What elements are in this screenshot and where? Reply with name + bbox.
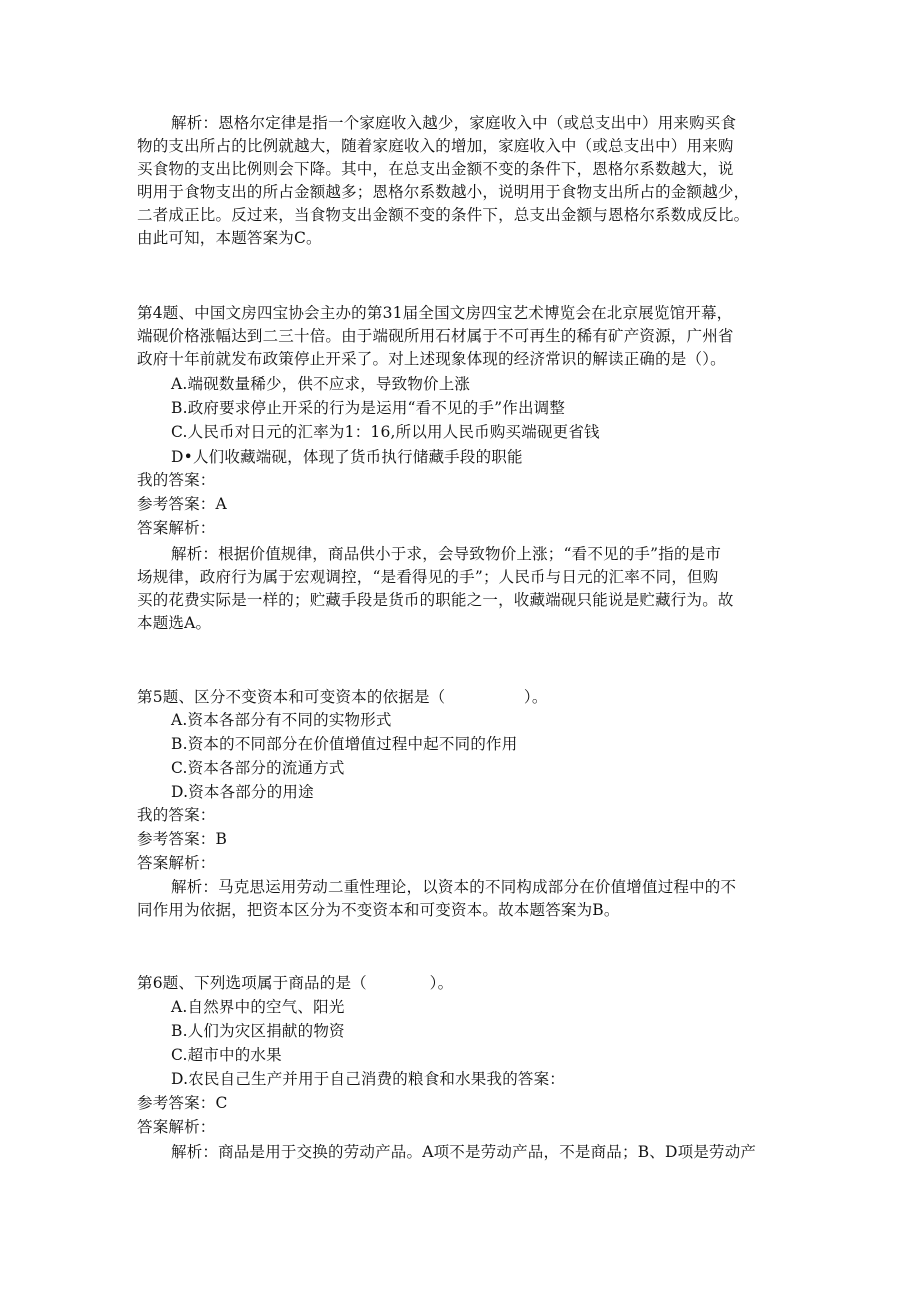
- q5-stem-line: 第5题、区分不变资本和可变资本的依据是（ ）。: [137, 688, 548, 706]
- q5-analysis-label: 答案解析：: [137, 854, 216, 872]
- q4-analysis-line: 解析：根据价值规律，商品供小于求，会导致物价上涨；“看不见的手”指的是市: [171, 545, 722, 563]
- q4-option-b: B.政府要求停止开采的行为是运用“看不见的手”作出调整: [171, 399, 566, 417]
- q4-stem-line: 端砚价格涨幅达到二三十倍。由于端砚所用石材属于不可再生的稀有矿产资源，广州省: [137, 327, 734, 345]
- q4-reference-answer: 参考答案：A: [137, 495, 227, 513]
- q5-my-answer: 我的答案：: [137, 806, 216, 824]
- q3-analysis-line: 二者成正比。反过来，当食物支出金额不变的条件下，总支出金额与恩格尔系数成反比。: [137, 206, 750, 224]
- q4-option-a: A.端砚数量稀少，供不应求，导致物价上涨: [171, 375, 471, 393]
- q5-option-b: B.资本的不同部分在价值增值过程中起不同的作用: [171, 735, 518, 753]
- q5-reference-answer: 参考答案：B: [137, 830, 228, 848]
- q4-analysis-line: 场规律，政府行为属于宏观调控，“是看得见的手”；人民币与日元的汇率不同，但购: [137, 568, 719, 586]
- q4-stem-line: 第4题、中国文房四宝协会主办的第31届全国文房四宝艺术博览会在北京展览馆开幕，: [137, 304, 733, 322]
- q4-my-answer: 我的答案：: [137, 471, 216, 489]
- q3-analysis-line: 物的支出所占的比例就越大，随着家庭收入的增加，家庭收入中（或总支出中）用来购: [137, 137, 734, 155]
- q5-option-a: A.资本各部分有不同的实物形式: [171, 711, 392, 729]
- q4-stem-line: 政府十年前就发布政策停止开采了。对上述现象体现的经济常识的解读正确的是（）。: [137, 350, 726, 368]
- q5-analysis-line: 解析：马克思运用劳动二重性理论，以资本的不同构成部分在价值增值过程中的不: [171, 878, 737, 896]
- q6-stem-line: 第6题、下列选项属于商品的是（ ）。: [137, 974, 454, 992]
- q6-analysis-line: 解析：商品是用于交换的劳动产品。A项不是劳动产品，不是商品；B、D项是劳动产: [171, 1143, 757, 1161]
- q4-analysis-label: 答案解析：: [137, 519, 216, 537]
- q4-option-d: D•人们收藏端砚，体现了货币执行储藏手段的职能: [171, 448, 523, 466]
- q3-analysis-line: 由此可知，本题答案为C。: [137, 229, 322, 247]
- q5-analysis-line: 同作用为依据，把资本区分为不变资本和可变资本。故本题答案为B。: [137, 901, 620, 919]
- q4-option-c: C.人民币对日元的汇率为1：16,所以用人民币购买端砚更省钱: [171, 423, 600, 441]
- q6-analysis-label: 答案解析：: [137, 1118, 216, 1136]
- q5-option-c: C.资本各部分的流通方式: [171, 759, 345, 777]
- q3-analysis-line: 买食物的支出比例则会下降。其中，在总支出金额不变的条件下，恩格尔系数越大，说: [137, 160, 734, 178]
- q3-analysis-line: 解析：恩格尔定律是指一个家庭收入越少，家庭收入中（或总支出中）用来购买食: [171, 114, 737, 132]
- q3-analysis-line: 明用于食物支出的所占金额越多；恩格尔系数越小，说明用于食物支出所占的金额越少，: [137, 183, 750, 201]
- q5-option-d: D.资本各部分的用途: [171, 783, 314, 801]
- q6-reference-answer: 参考答案：C: [137, 1094, 228, 1112]
- q6-option-a: A.自然界中的空气、阳光: [171, 998, 345, 1016]
- q4-analysis-line: 买的花费实际是一样的；贮藏手段是货币的职能之一，收藏端砚只能说是贮藏行为。故: [137, 591, 734, 609]
- q6-option-c: C.超市中的水果: [171, 1046, 282, 1064]
- q6-option-b: B.人们为灾区捐献的物资: [171, 1022, 345, 1040]
- q6-option-d: D.农民自己生产并用于自己消费的粮食和水果我的答案：: [171, 1070, 566, 1088]
- q4-analysis-line: 本题选A。: [137, 614, 212, 632]
